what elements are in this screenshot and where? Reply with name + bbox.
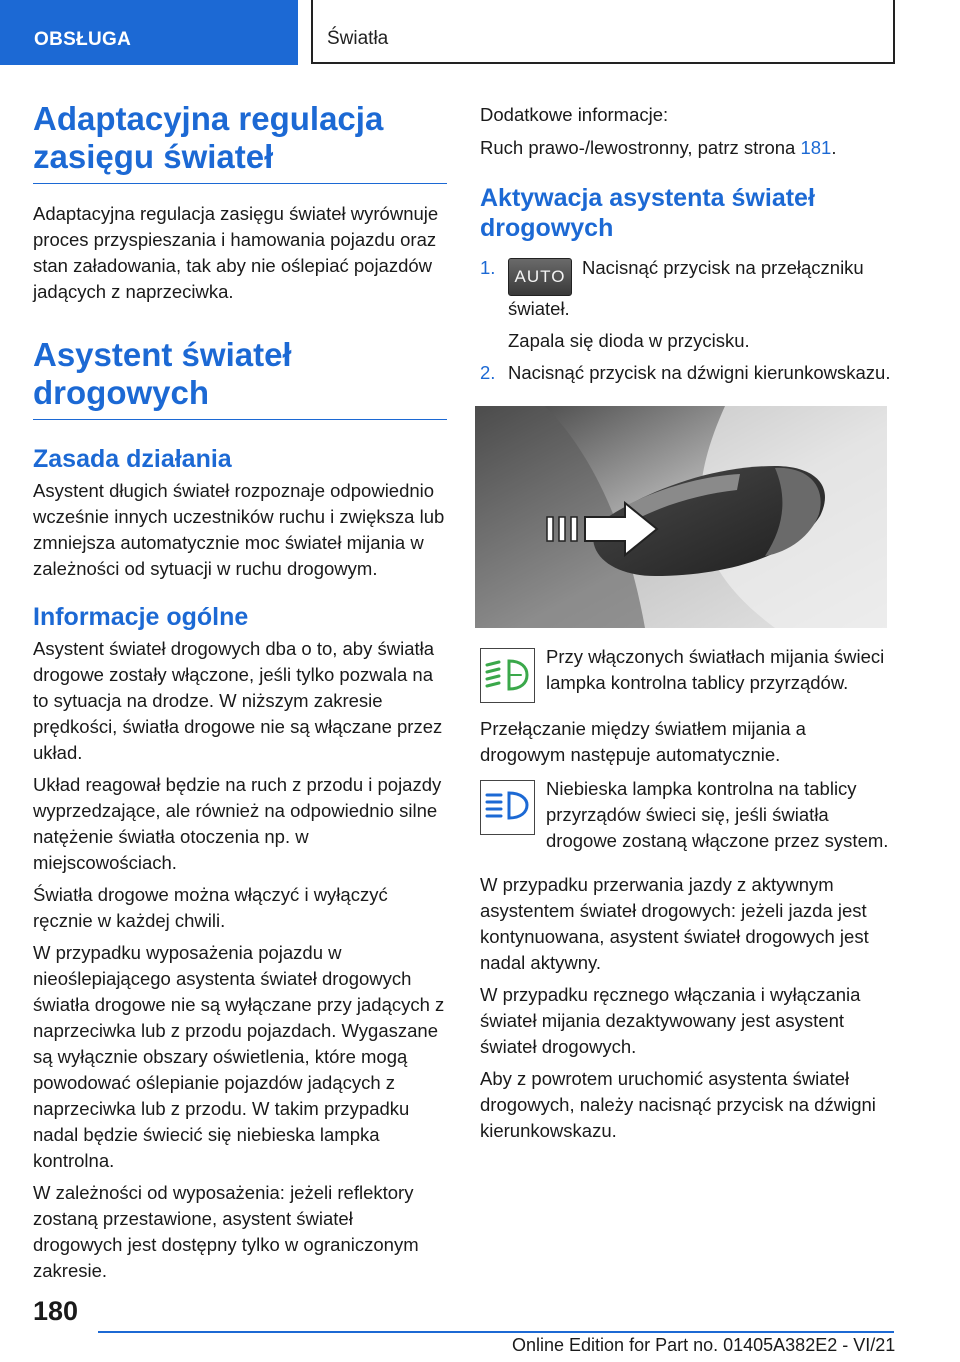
- paragraph-general-5: W zależności od wyposażenia: jeżeli reflektory zostaną przestawione, asystent świateł drogowych jest dostępny tylko w ograniczonym zakresie.: [33, 1182, 419, 1281]
- paragraph-adaptive-range: Adaptacyjna regulacja zasięgu świateł wyrównuje proces przyspieszania i hamowania pojazdu oraz stan załadowania, tak aby nie oślepiać pojazdów jadących z naprzeciwka.: [33, 203, 439, 302]
- step-1-text: Nacisnąć przycisk na przełączniku świateł.: [508, 257, 864, 319]
- low-beam-indicator-icon: [480, 648, 535, 703]
- heading-high-beam-assistant: Asystent świateł drogowych: [33, 336, 447, 420]
- paragraph-switching: Przełączanie między światłem mijania a drogowym następuje automatycznie.: [480, 718, 806, 765]
- page-number: 180: [33, 1296, 79, 1326]
- edition-note: Online Edition for Part no. 01405A382E2 - VI/21: [512, 1335, 896, 1355]
- chapter-title: Światła: [327, 28, 389, 49]
- lever-illustration: [475, 406, 887, 628]
- step-1-text-wrap: [508, 255, 892, 322]
- paragraph-general-3: Światła drogowe można włączyć i wyłączyć ręcznie w każdej chwili.: [33, 884, 388, 931]
- section-tab-label: OBSŁUGA: [34, 29, 132, 50]
- paragraph-restart: Aby z powrotem uruchomić asystenta świateł drogowych, należy nacisnąć przycisk na dźwigni kierunkowskazu.: [480, 1068, 876, 1141]
- page-reference-link[interactable]: 181: [800, 137, 832, 158]
- note-low-beam: [480, 644, 892, 696]
- heading-activation: Aktywacja asystenta świateł drogowych: [480, 184, 815, 242]
- extra-info-label: Dodatkowe informacje:: [480, 104, 669, 125]
- note-low-beam-text: Przy włączonych światłach mijania świeci lampka kontrolna tablicy przyrządów.: [546, 646, 885, 693]
- paragraph-general-1: Asystent świateł drogowych dba o to, aby światła drogowe zostały włączone, jeśli tylko pozwala na to sytuacja na drodze. W niższym zakresie prędkości, światła drogowe nie są włączane przez układ.: [33, 638, 443, 763]
- arrow-icon: [545, 499, 665, 559]
- heading-adaptive-range: Adaptacyjna regulacja zasięgu świateł: [33, 100, 447, 184]
- section-tab: [0, 0, 298, 65]
- auto-button-icon: AUTO: [508, 258, 572, 296]
- high-beam-indicator-icon: [480, 780, 535, 835]
- step-1: [480, 255, 892, 354]
- extra-info-text: [480, 135, 892, 161]
- step-2-text: Nacisnąć przycisk na dźwigni kierunkowskazu.: [508, 362, 891, 383]
- heading-principle: Zasada działania: [33, 445, 232, 473]
- paragraph-general-4: W przypadku wyposażenia pojazdu w nieoślepiającego asystenta świateł drogowych światła drogowe nie są wyłączane przy jadących z naprzeciwka lub z przodu pojazdach. Wygaszane są wyłącznie obszary oświetlenia, które mogą powodować oślepianie pojazdów jadących z naprzeciwka lub z przodu. W takim przypadku nadal będzie świecić się niebieska lampka kontrolna.: [33, 942, 445, 1171]
- step-1-result: Zapala się dioda w przycisku.: [508, 330, 750, 351]
- chapter-header: [311, 0, 895, 64]
- right-column: [480, 102, 892, 1144]
- paragraph-general-2: Układ reagował będzie na ruch z przodu i pojazdy wyprzedzające, ale również na odpowiednio silne natężenie światła otoczenia np. w miejscowościach.: [33, 774, 442, 873]
- extra-info-dot: .: [831, 137, 837, 158]
- turn-signal-lever-photo: [475, 406, 887, 628]
- extra-info-sentence: Ruch prawo-/lewostronny, patrz strona: [480, 137, 796, 158]
- left-column: [33, 100, 447, 1284]
- step-1-number: 1.: [480, 257, 496, 278]
- step-2: [480, 360, 892, 386]
- heading-general-info: Informacje ogólne: [33, 603, 249, 631]
- footer-divider: [98, 1331, 894, 1333]
- note-high-beam: [480, 776, 892, 854]
- paragraph-interrupt: W przypadku przerwania jazdy z aktywnym asystentem świateł drogowych: jeżeli jazda jest kontynuowana, asystent świateł drogowych jest nadal aktywny.: [480, 874, 869, 973]
- paragraph-manual: W przypadku ręcznego włączania i wyłączania świateł mijania dezaktywowany jest asystent świateł drogowych.: [480, 984, 861, 1057]
- step-2-number: 2.: [480, 362, 496, 383]
- paragraph-principle: Asystent długich świateł rozpoznaje odpowiednio wcześnie innych uczestników ruchu i zwiększa lub zmniejsza automatycznie moc świateł mijania w zależności od sytuacji w ruchu drogowym.: [33, 480, 445, 579]
- note-high-beam-text: Niebieska lampka kontrolna na tablicy przyrządów świeci się, jeśli światła drogowe zostaną włączone przez system.: [546, 778, 889, 851]
